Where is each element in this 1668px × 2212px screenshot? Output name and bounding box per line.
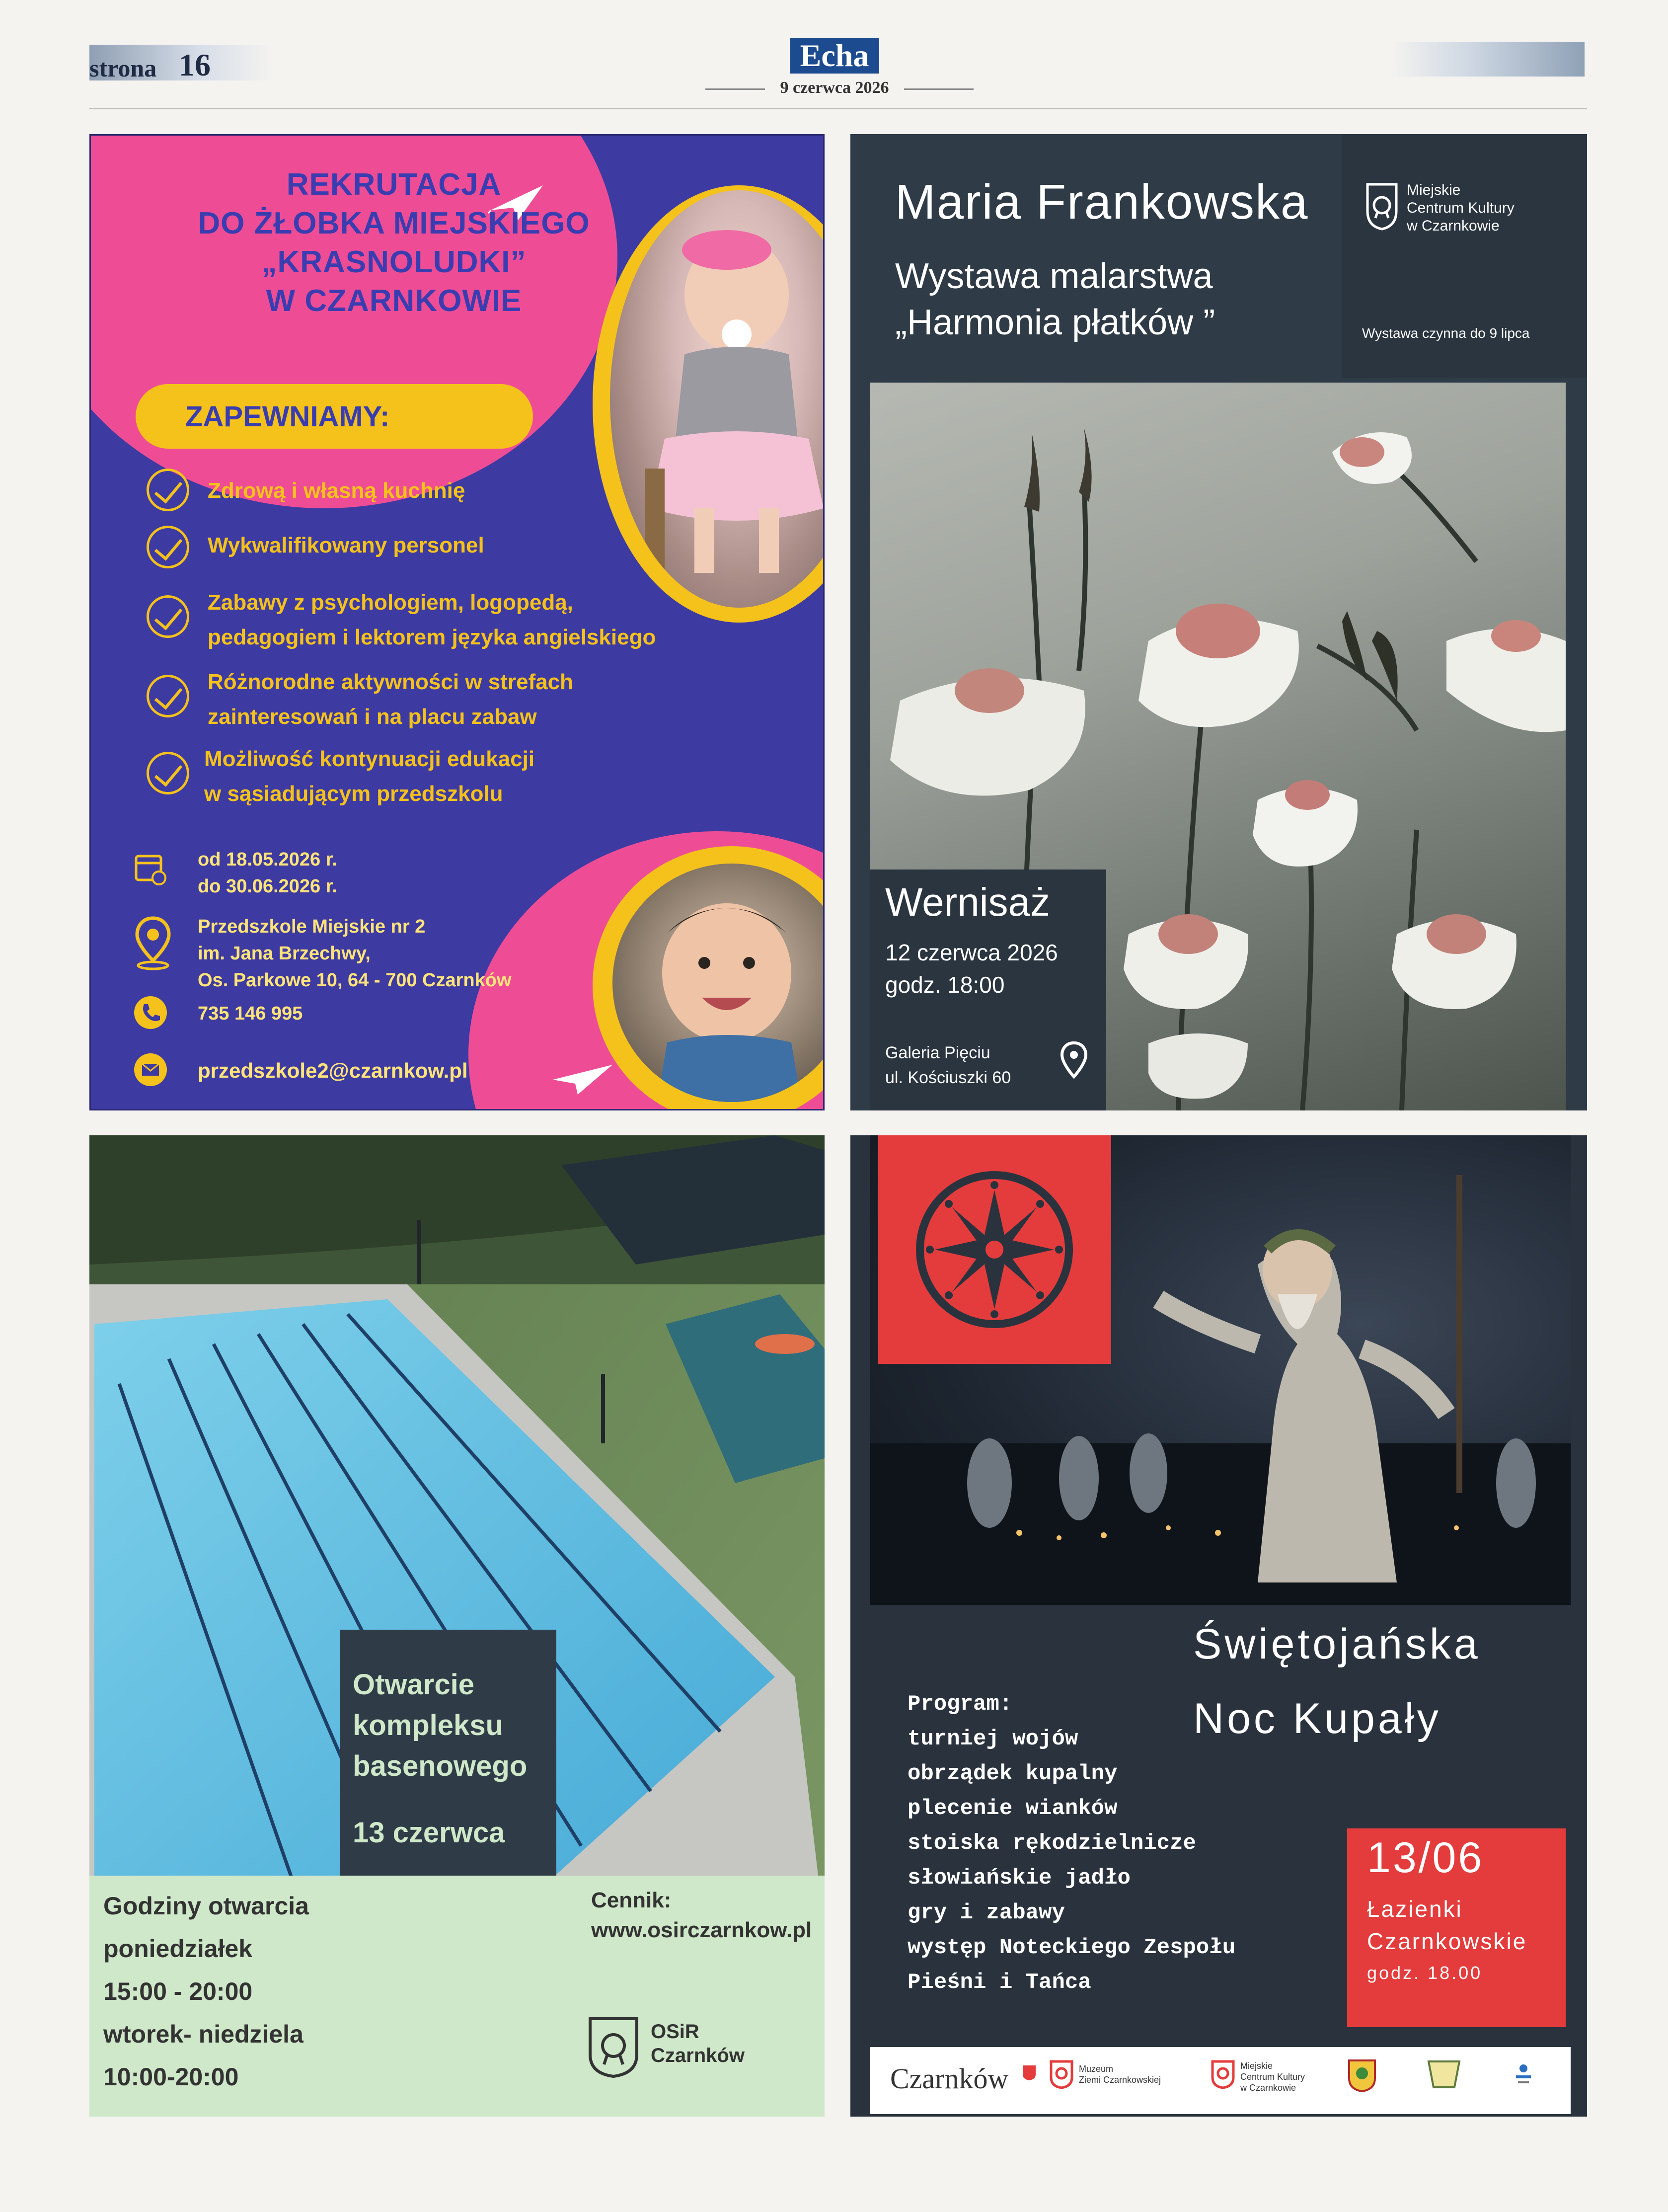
event-title: Noc Kupały (1193, 1695, 1441, 1742)
nursery-title (121, 165, 667, 320)
header-rule (89, 108, 1587, 109)
newspaper-logo: Echa (790, 38, 879, 74)
title-line: basenowego (353, 1750, 528, 1782)
district-logo-icon (1427, 2059, 1461, 2089)
event-place: Łazienki (1367, 1896, 1463, 1922)
partner-logo-icon (1511, 2059, 1536, 2094)
page-number-bar (89, 45, 273, 80)
paper-plane-icon (548, 1055, 617, 1100)
organizer-line: Miejskie (1407, 182, 1461, 198)
location-pin-icon (1059, 1041, 1089, 1081)
mck-logo-icon (1211, 2059, 1235, 2089)
exhibition-subtitle: Wystawa malarstwa (895, 256, 1213, 296)
page-word: strona (89, 54, 157, 82)
org-line: Czarnków (651, 2045, 745, 2066)
mck-logo-icon (1365, 181, 1399, 231)
calendar-icon (133, 851, 168, 886)
osir-name (651, 2020, 745, 2067)
price-url: www.osirczarnkow.pl (591, 1918, 812, 1942)
section-label-bar (136, 384, 533, 449)
event-date: 13/06 (1367, 1834, 1484, 1882)
mck-line: w Czarnkowie (1240, 2083, 1296, 2093)
email-icon (133, 1052, 168, 1087)
coat-of-arms-icon (1022, 2064, 1037, 2081)
event-time: godz. 18.00 (1367, 1963, 1483, 1983)
title-line: REKRUTACJA (286, 167, 502, 202)
hours-line: Godziny otwarcia (103, 1892, 309, 1920)
recruitment-dates (198, 846, 337, 900)
program-item: gry i zabawy (908, 1900, 1065, 1925)
museum-name (1079, 2063, 1161, 2085)
event-title: Świętojańska (1193, 1620, 1481, 1668)
program-item: występ Noteckiego Zespołu (908, 1935, 1236, 1960)
program-item: słowiańskie jadło (908, 1866, 1131, 1891)
mck-line: Miejskie (1240, 2061, 1273, 2071)
town-logo: Czarnków (890, 2062, 1009, 2095)
slavic-star-emblem-icon (878, 1135, 1111, 1364)
museum-line: Ziemi Czarnkowskiej (1079, 2075, 1161, 2085)
phone-icon (133, 995, 168, 1030)
opening-hours (103, 1885, 309, 2098)
address-line: im. Jana Brzechwy, (198, 943, 371, 964)
artist-name: Maria Frankowska (895, 174, 1309, 229)
pool-ad (89, 1135, 825, 2117)
program-item: turniej wojów (908, 1727, 1078, 1751)
coat-of-arms-icon (1347, 2058, 1377, 2093)
feature-item (208, 474, 465, 508)
location-pin-icon (133, 916, 173, 970)
hours-line: wtorek- niedziela (103, 2020, 303, 2048)
mck-name (1240, 2060, 1305, 2093)
program-item: Pieśni i Tańca (908, 1970, 1091, 1995)
program-item: plecenie wianków (908, 1796, 1118, 1821)
phone-number: 735 146 995 (198, 1003, 303, 1024)
feature-item (208, 665, 573, 734)
organizer-name (1407, 181, 1515, 235)
opening-title (353, 1664, 527, 1787)
issue-date: 9 czerwca 2026 (780, 79, 889, 97)
title-line: DO ŻŁOBKA MIEJSKIEGO (198, 206, 590, 240)
vernissage-time: godz. 18:00 (885, 972, 1005, 998)
venue-address: ul. Kościuszki 60 (885, 1068, 1011, 1087)
date-line: do 30.06.2026 r. (198, 876, 337, 897)
header-decor-bar (1391, 42, 1585, 77)
checkmark-icon (147, 595, 189, 638)
feature-line: Zabawy z psychologiem, logopedą, (208, 590, 573, 615)
exhibition-title: „Harmonia płatków ” (895, 303, 1215, 342)
feature-item (204, 742, 534, 811)
vernissage-label: Wernisaż (885, 880, 1050, 924)
program-item: stoiska rękodzielnicze (908, 1831, 1196, 1856)
organizer-line: Centrum Kultury (1407, 200, 1515, 216)
checkmark-icon (147, 469, 189, 511)
feature-item (208, 585, 656, 655)
title-line: „KRASNOLUDKI” (261, 245, 527, 279)
program-heading: Program: (908, 1692, 1013, 1717)
program-item: obrządek kupalny (908, 1761, 1118, 1786)
title-line: kompleksu (353, 1709, 503, 1741)
hours-line: 15:00 - 20:00 (103, 1977, 253, 2005)
event-place: Czarnkowskie (1367, 1928, 1527, 1954)
open-until: Wystawa czynna do 9 lipca (1362, 325, 1530, 341)
address-line: Os. Parkowe 10, 64 - 700 Czarnków (198, 970, 512, 991)
date-line: od 18.05.2026 r. (198, 849, 337, 870)
nursery-ad (89, 134, 825, 1110)
exhibition-ad (850, 134, 1587, 1110)
organizer-line: w Czarnkowie (1407, 218, 1500, 234)
feature-line: w sąsiadującym przedszkolu (204, 782, 503, 806)
section-label: ZAPEWNIAMY: (185, 400, 390, 433)
osir-logo-icon (586, 2015, 641, 2079)
museum-line: Muzeum (1079, 2064, 1114, 2074)
page-number: 16 (179, 47, 211, 82)
org-line: OSiR (651, 2021, 699, 2043)
feature-item (208, 528, 484, 563)
title-line: W CZARNKOWIE (266, 284, 522, 318)
museum-logo-icon (1049, 2059, 1074, 2089)
price-info (591, 1886, 812, 1945)
feature-line: zainteresowań i na placu zabaw (208, 705, 537, 729)
feature-line: pedagogiem i lektorem języka angielskiego (208, 625, 656, 649)
feature-line: Wykwalifikowany personel (208, 533, 484, 557)
title-line: Otwarcie (353, 1668, 474, 1701)
vernissage-date: 12 czerwca 2026 (885, 940, 1058, 965)
opening-date: 13 czerwca (353, 1817, 505, 1849)
emblem-box (878, 1135, 1111, 1364)
venue-name: Galeria Pięciu (885, 1043, 990, 1062)
kupala-ad (850, 1135, 1587, 2117)
address-line: Przedszkole Miejskie nr 2 (198, 916, 426, 937)
address (198, 913, 512, 994)
checkmark-icon (147, 752, 189, 794)
hours-line: poniedziałek (103, 1935, 253, 1963)
mck-line: Centrum Kultury (1240, 2072, 1305, 2082)
feature-line: Zdrową i własną kuchnię (208, 478, 465, 503)
event-program (908, 1687, 1235, 2000)
checkmark-icon (147, 675, 189, 717)
email-address: przedszkole2@czarnkow.pl (198, 1059, 468, 1082)
checkmark-icon (147, 526, 189, 568)
feature-line: Różnorodne aktywności w strefach (208, 670, 573, 694)
price-label: Cennik: (591, 1888, 672, 1912)
feature-line: Możliwość kontynuacji edukacji (204, 747, 535, 771)
hours-line: 10:00-20:00 (103, 2063, 239, 2091)
